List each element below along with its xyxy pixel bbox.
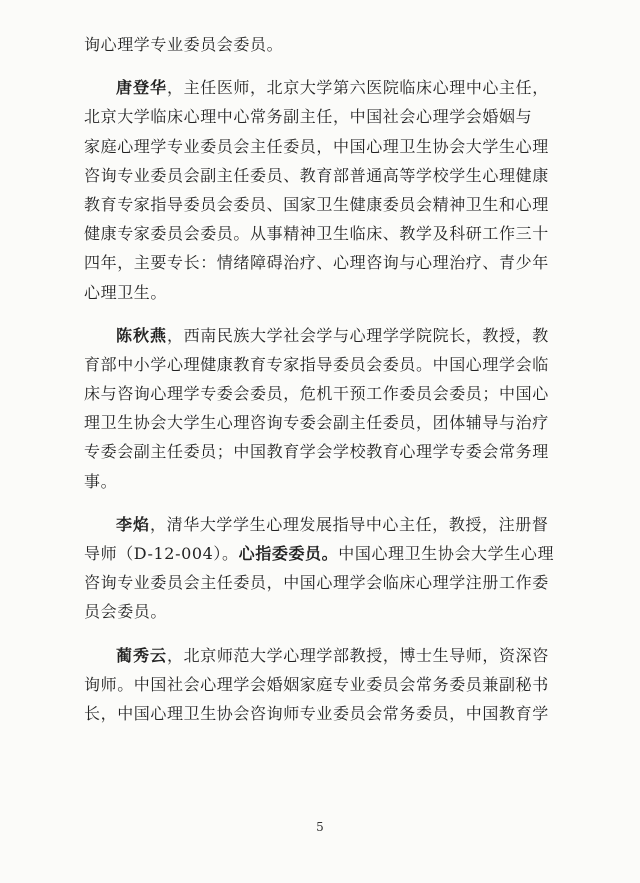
line-text: ，西南民族大学社会学与心理学学院院长，教授，教	[167, 325, 549, 345]
line-text: 询心理学专业委员会委员。	[84, 35, 284, 54]
text-line	[84, 132, 560, 161]
line-text: 床与咨询心理学专委会委员，危机干预工作委员会委员；中国心	[84, 384, 549, 404]
line-text: 四年，主要专长：情绪障碍治疗、心理咨询与心理治疗、青少年	[84, 253, 549, 273]
document-body	[84, 30, 560, 728]
paragraph	[84, 321, 560, 496]
line-text: 导师（D-12-004）。	[84, 544, 239, 563]
line-text-tail: 中国心理卫生协会大学生心理	[338, 544, 555, 563]
line-text: 心理卫生。	[84, 282, 168, 302]
text-line	[84, 568, 560, 597]
text-line	[84, 408, 560, 437]
text-line	[84, 670, 560, 699]
person-name: 李焰	[116, 514, 151, 534]
text-line	[84, 161, 560, 190]
person-name: 陈秋燕	[116, 325, 168, 345]
text-line	[84, 30, 560, 59]
text-line	[84, 699, 560, 728]
line-text: 北京大学临床心理中心常务副主任，中国社会心理学会婚姻与	[84, 107, 533, 127]
line-text: 事。	[84, 471, 118, 491]
emphasized-text: 心指委委员。	[238, 544, 339, 563]
page-number: 5	[316, 820, 324, 834]
line-text: 长，中国心理卫生协会咨询师专业委员会常务委员，中国教育学	[84, 703, 549, 723]
text-line	[84, 510, 560, 539]
line-text: ，主任医师，北京大学第六医院临床心理中心主任，	[167, 78, 549, 98]
text-line	[84, 278, 560, 307]
paragraph-gap	[84, 59, 560, 73]
line-text: 咨询专业委员会副主任委员、教育部普通高等学校学生心理健康	[84, 165, 549, 185]
text-line	[84, 641, 560, 670]
text-line	[84, 102, 560, 131]
paragraph	[84, 30, 560, 59]
paragraph-gap	[84, 496, 560, 510]
paragraph	[84, 641, 560, 729]
line-text: ，清华大学学生心理发展指导中心主任，教授，注册督	[150, 514, 549, 534]
line-text: 专委会副主任委员；中国教育学会学校教育心理学专委会常务理	[84, 442, 549, 462]
text-line	[84, 321, 560, 350]
line-text: 咨询专业委员会主任委员，中国心理学会临床心理学注册工作委	[84, 573, 549, 593]
paragraph	[84, 73, 560, 307]
person-name: 蔺秀云	[116, 645, 168, 665]
line-text: 员会委员。	[84, 602, 168, 622]
line-text: 育部中小学心理健康教育专家指导委员会委员。中国心理学会临	[84, 354, 549, 374]
line-text: 询师。中国社会心理学会婚姻家庭专业委员会常务委员兼副秘书	[84, 674, 549, 694]
text-line	[84, 190, 560, 219]
text-line	[84, 379, 560, 408]
text-line	[84, 539, 560, 568]
person-name: 唐登华	[116, 78, 168, 98]
paragraph-gap	[84, 307, 560, 321]
line-text: 教育专家指导委员会委员、国家卫生健康委员会精神卫生和心理	[84, 194, 549, 214]
line-text: 健康专家委员会委员。从事精神卫生临床、教学及科研工作三十	[84, 224, 549, 244]
text-line	[84, 597, 560, 626]
text-line	[84, 248, 560, 277]
line-text: 理卫生协会大学生心理咨询专委会副主任委员，团体辅导与治疗	[84, 413, 549, 433]
text-line	[84, 73, 560, 102]
line-text: ，北京师范大学心理学部教授，博士生导师，资深咨	[167, 645, 549, 665]
line-text: 家庭心理学专业委员会主任委员，中国心理卫生协会大学生心理	[84, 136, 549, 156]
text-line	[84, 350, 560, 379]
text-line	[84, 437, 560, 466]
text-line	[84, 467, 560, 496]
paragraph-gap	[84, 627, 560, 641]
paragraph	[84, 510, 560, 627]
text-line	[84, 219, 560, 248]
